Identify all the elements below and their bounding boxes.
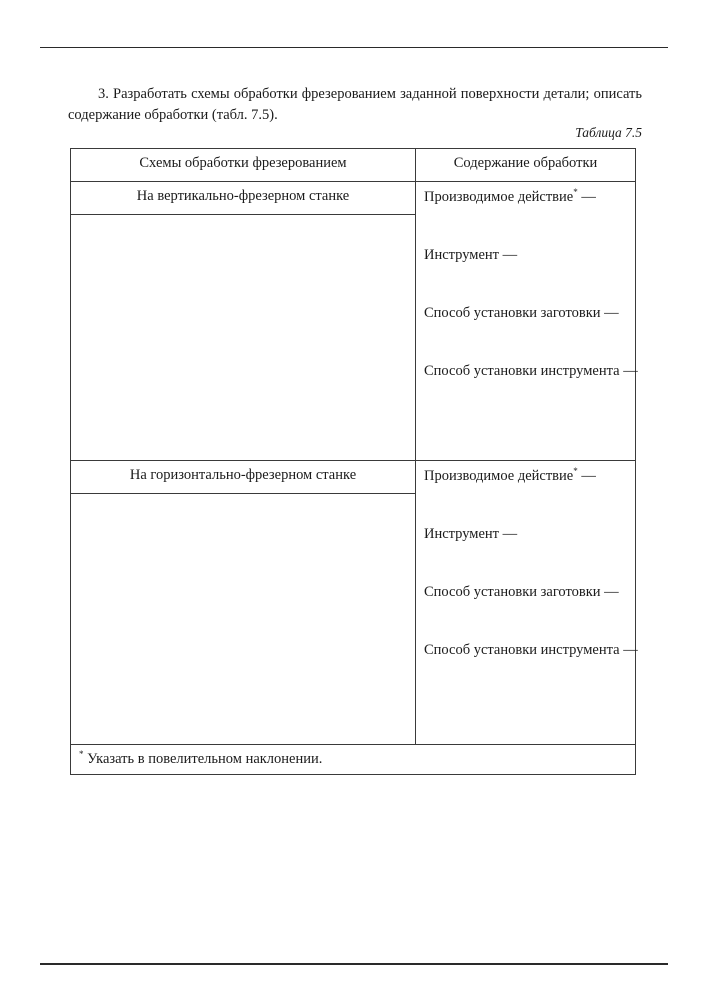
content-label: Способ установки заготовки	[424, 583, 601, 600]
table-header-row	[71, 149, 636, 182]
intro-paragraph: 3. Разработать схемы обработки фрезерованием заданной поверхности детали; описать содержание обработки (табл. 7.5).	[68, 86, 642, 124]
scheme-title-vertical-milling: На вертикально-фрезерном станке	[71, 182, 416, 215]
content-label: Инструмент	[424, 246, 500, 263]
content-label: Инструмент	[424, 525, 500, 542]
table-row	[71, 461, 636, 494]
fill-in-dash: —	[581, 468, 596, 484]
worksheet-table	[70, 148, 636, 775]
content-item-workpiece-setup	[424, 304, 627, 323]
footnote-text: Указать в повелительном наклонении.	[87, 751, 323, 767]
content-item-tool-setup	[424, 362, 638, 381]
scheme-drawing-area-vertical-milling	[71, 215, 416, 461]
content-item-tool-setup	[424, 641, 638, 660]
fill-in-dash: —	[604, 304, 619, 321]
table-footnote	[71, 745, 636, 775]
content-label: Способ установки инструмента	[424, 641, 620, 658]
footnote-marker: *	[573, 187, 578, 198]
fill-in-dash: —	[623, 641, 638, 658]
worksheet-table-container	[70, 148, 638, 775]
content-cell-vertical-milling	[416, 182, 636, 461]
content-label: Способ установки заготовки	[424, 304, 601, 321]
scheme-drawing-area-horizontal-milling	[71, 494, 416, 745]
content-item-action	[424, 467, 627, 486]
scheme-title-horizontal-milling: На горизонтально-фрезерном станке	[71, 461, 416, 494]
content-item-workpiece-setup	[424, 583, 627, 602]
footnote-row	[71, 745, 636, 775]
content-item-tool	[424, 525, 627, 544]
fill-in-dash: —	[604, 583, 619, 600]
footnote-marker: *	[79, 749, 84, 760]
table-caption: Таблица 7.5	[575, 125, 642, 140]
content-cell-horizontal-milling	[416, 461, 636, 745]
fill-in-dash: —	[581, 189, 596, 205]
table-row	[71, 182, 636, 215]
content-label: Производимое действие	[424, 468, 574, 484]
column-header-schemes: Схемы обработки фрезерованием	[71, 149, 416, 182]
column-header-content: Содержание обработки	[416, 149, 636, 182]
content-label: Способ установки инструмента	[424, 362, 620, 379]
top-rule	[40, 47, 668, 48]
content-item-tool	[424, 246, 627, 265]
fill-in-dash: —	[623, 362, 638, 379]
content-label: Производимое действие	[424, 189, 574, 205]
bottom-rule	[40, 963, 668, 965]
footnote-marker: *	[573, 466, 578, 477]
fill-in-dash: —	[502, 246, 518, 263]
content-item-action	[424, 188, 627, 207]
fill-in-dash: —	[502, 525, 518, 542]
